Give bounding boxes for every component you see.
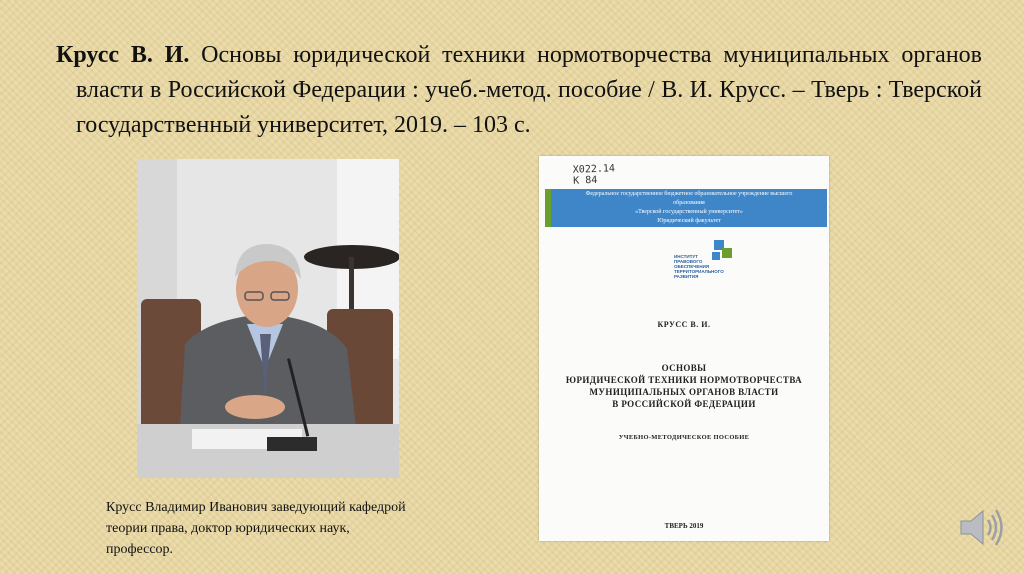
logo-line: ИНСТИТУТ bbox=[674, 254, 698, 259]
band-line: образования bbox=[673, 200, 705, 206]
title-line: ОСНОВЫ bbox=[661, 363, 707, 373]
book-handwritten-code bbox=[573, 163, 616, 186]
book-city-year: ТВЕРЬ 2019 bbox=[664, 522, 704, 530]
portrait-illustration bbox=[137, 159, 399, 478]
band-line: Юридический факультет bbox=[657, 218, 721, 224]
band-line: Федеральное государственное бюджетное образовательное учреждение высшего bbox=[585, 191, 793, 197]
book-subtitle: УЧЕБНО-МЕТОДИЧЕСКОЕ ПОСОБИЕ bbox=[618, 434, 750, 441]
logo-line: ПРАВОВОГО bbox=[674, 259, 703, 264]
logo-text bbox=[674, 254, 724, 279]
book-author: КРУСС В. И. bbox=[657, 320, 711, 329]
portrait-photo bbox=[137, 159, 399, 478]
citation-body: Основы юридической техники нормотворчества муниципальных органов власти в Российской Федерации : учеб.-метод. пособие / В. И. Крусс. – Тверь : Тверской государственный университет, 2019. – 103 с. bbox=[76, 42, 982, 138]
handwritten-line: К 84 bbox=[573, 174, 598, 187]
caption-line: теории права, доктор юридических наук, bbox=[106, 521, 350, 536]
title-line: В РОССИЙСКОЙ ФЕДЕРАЦИИ bbox=[612, 399, 756, 409]
institute-logo bbox=[674, 236, 734, 281]
book-cover bbox=[539, 156, 829, 541]
book-publisher-band bbox=[545, 189, 827, 227]
logo-line: ОБЕСПЕЧЕНИЯ bbox=[674, 264, 710, 269]
caption-line: Крусс Владимир Иванович заведующий кафедрой bbox=[106, 500, 406, 515]
title-line: ЮРИДИЧЕСКОЙ ТЕХНИКИ НОРМОТВОРЧЕСТВА bbox=[565, 375, 803, 385]
logo-line: ТЕРРИТОРИАЛЬНОГО bbox=[674, 269, 724, 274]
caption-line: профессор. bbox=[106, 542, 174, 557]
band-line: «Тверской государственный университет» bbox=[635, 209, 743, 215]
title-line: МУНИЦИПАЛЬНЫХ ОРГАНОВ ВЛАСТИ bbox=[589, 387, 779, 397]
handwritten-line: Х022.14 bbox=[572, 163, 616, 176]
citation-text bbox=[56, 38, 982, 143]
speaker-icon[interactable] bbox=[955, 505, 1005, 550]
book-title bbox=[559, 362, 809, 410]
logo-line: РАЗВИТИЯ bbox=[674, 274, 699, 279]
citation-author: Крусс В. И. bbox=[56, 42, 190, 68]
speaker-icon-graphic bbox=[955, 505, 1005, 550]
photo-caption bbox=[106, 497, 446, 560]
